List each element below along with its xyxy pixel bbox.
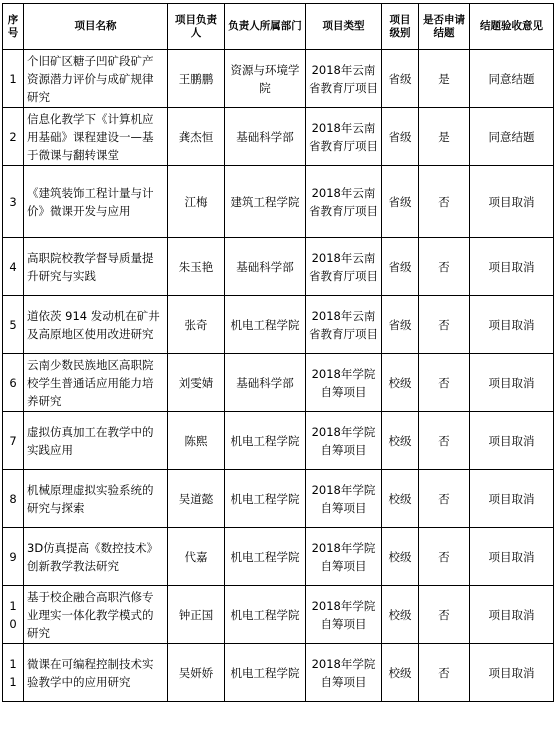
row-number: 2 [3, 108, 24, 166]
project-name: 虚拟仿真加工在教学中的实践应用 [24, 412, 168, 470]
project-level: 校级 [382, 470, 419, 528]
project-level: 校级 [382, 528, 419, 586]
row-number: 6 [3, 354, 24, 412]
table-row [3, 470, 554, 528]
leader-department: 机电工程学院 [225, 470, 306, 528]
apply-completion: 否 [419, 238, 470, 296]
table-row [3, 354, 554, 412]
leader-department: 机电工程学院 [225, 528, 306, 586]
leader-department: 机电工程学院 [225, 644, 306, 702]
row-number: 1 [3, 50, 24, 108]
project-leader: 刘雯婧 [168, 354, 225, 412]
leader-department: 基础科学部 [225, 354, 306, 412]
apply-completion: 否 [419, 412, 470, 470]
header-leader: 项目负责人 [168, 4, 225, 50]
project-level: 校级 [382, 354, 419, 412]
header-no: 序号 [3, 4, 24, 50]
header-level: 项目级别 [382, 4, 419, 50]
table-row [3, 50, 554, 108]
project-leader: 朱玉艳 [168, 238, 225, 296]
project-type: 2018年云南省教育厅项目 [306, 50, 382, 108]
apply-completion: 是 [419, 108, 470, 166]
apply-completion: 否 [419, 166, 470, 238]
project-level: 校级 [382, 412, 419, 470]
row-number: 11 [3, 644, 24, 702]
row-number: 9 [3, 528, 24, 586]
header-dept: 负责人所属部门 [225, 4, 306, 50]
project-level: 校级 [382, 644, 419, 702]
header-name: 项目名称 [24, 4, 168, 50]
project-name: 高职院校教学督导质量提升研究与实践 [24, 238, 168, 296]
project-leader: 吴妍娇 [168, 644, 225, 702]
project-level: 校级 [382, 586, 419, 644]
project-leader: 代嘉 [168, 528, 225, 586]
acceptance-opinion: 项目取消 [470, 238, 554, 296]
project-type: 2018年学院自筹项目 [306, 528, 382, 586]
project-type: 2018年云南省教育厅项目 [306, 166, 382, 238]
acceptance-opinion: 项目取消 [470, 528, 554, 586]
project-name: 道依茨 914 发动机在矿井及高原地区使用改进研究 [24, 296, 168, 354]
row-number: 7 [3, 412, 24, 470]
project-level: 省级 [382, 238, 419, 296]
project-name: 《建筑装饰工程计量与计价》微课开发与应用 [24, 166, 168, 238]
project-table [2, 3, 554, 702]
project-type: 2018年学院自筹项目 [306, 412, 382, 470]
project-level: 省级 [382, 296, 419, 354]
project-leader: 龚杰恒 [168, 108, 225, 166]
project-type: 2018年云南省教育厅项目 [306, 238, 382, 296]
table-row [3, 586, 554, 644]
project-name: 基于校企融合高职汽修专业理实一体化教学模式的研究 [24, 586, 168, 644]
project-type: 2018年学院自筹项目 [306, 586, 382, 644]
row-number: 3 [3, 166, 24, 238]
acceptance-opinion: 项目取消 [470, 412, 554, 470]
project-type: 2018年学院自筹项目 [306, 470, 382, 528]
acceptance-opinion: 同意结题 [470, 108, 554, 166]
header-type: 项目类型 [306, 4, 382, 50]
apply-completion: 否 [419, 644, 470, 702]
table-row [3, 166, 554, 238]
table-row [3, 296, 554, 354]
project-name: 信息化教学下《计算机应用基础》课程建设一—基于微课与翻转课堂 [24, 108, 168, 166]
project-type: 2018年云南省教育厅项目 [306, 296, 382, 354]
acceptance-opinion: 项目取消 [470, 354, 554, 412]
table-row [3, 412, 554, 470]
leader-department: 基础科学部 [225, 238, 306, 296]
table-row [3, 528, 554, 586]
row-number: 4 [3, 238, 24, 296]
project-leader: 王鹏鹏 [168, 50, 225, 108]
acceptance-opinion: 项目取消 [470, 644, 554, 702]
header-apply: 是否申请结题 [419, 4, 470, 50]
project-name: 个旧矿区糖子凹矿段矿产资源潜力评价与成矿规律研究 [24, 50, 168, 108]
row-number: 5 [3, 296, 24, 354]
apply-completion: 否 [419, 470, 470, 528]
leader-department: 资源与环境学院 [225, 50, 306, 108]
header-opinion: 结题验收意见 [470, 4, 554, 50]
leader-department: 基础科学部 [225, 108, 306, 166]
apply-completion: 否 [419, 354, 470, 412]
leader-department: 机电工程学院 [225, 412, 306, 470]
project-name: 云南少数民族地区高职院校学生普通话应用能力培养研究 [24, 354, 168, 412]
table-row [3, 644, 554, 702]
acceptance-opinion: 项目取消 [470, 470, 554, 528]
project-leader: 张奇 [168, 296, 225, 354]
project-name: 机械原理虚拟实验系统的研究与探索 [24, 470, 168, 528]
project-leader: 钟正国 [168, 586, 225, 644]
table-row [3, 238, 554, 296]
leader-department: 机电工程学院 [225, 296, 306, 354]
acceptance-opinion: 项目取消 [470, 296, 554, 354]
acceptance-opinion: 项目取消 [470, 166, 554, 238]
leader-department: 建筑工程学院 [225, 166, 306, 238]
acceptance-opinion: 同意结题 [470, 50, 554, 108]
project-leader: 江梅 [168, 166, 225, 238]
row-number: 8 [3, 470, 24, 528]
project-level: 省级 [382, 108, 419, 166]
row-number: 10 [3, 586, 24, 644]
project-leader: 吴道懿 [168, 470, 225, 528]
table-row [3, 108, 554, 166]
acceptance-opinion: 项目取消 [470, 586, 554, 644]
header-row [3, 4, 554, 50]
project-name: 3D仿真提高《数控技术》创新教学教法研究 [24, 528, 168, 586]
leader-department: 机电工程学院 [225, 586, 306, 644]
project-type: 2018年云南省教育厅项目 [306, 108, 382, 166]
project-level: 省级 [382, 50, 419, 108]
apply-completion: 否 [419, 528, 470, 586]
apply-completion: 是 [419, 50, 470, 108]
project-leader: 陈熙 [168, 412, 225, 470]
apply-completion: 否 [419, 296, 470, 354]
apply-completion: 否 [419, 586, 470, 644]
project-level: 省级 [382, 166, 419, 238]
project-type: 2018年学院自筹项目 [306, 354, 382, 412]
project-name: 微课在可编程控制技术实验教学中的应用研究 [24, 644, 168, 702]
project-type: 2018年学院自筹项目 [306, 644, 382, 702]
